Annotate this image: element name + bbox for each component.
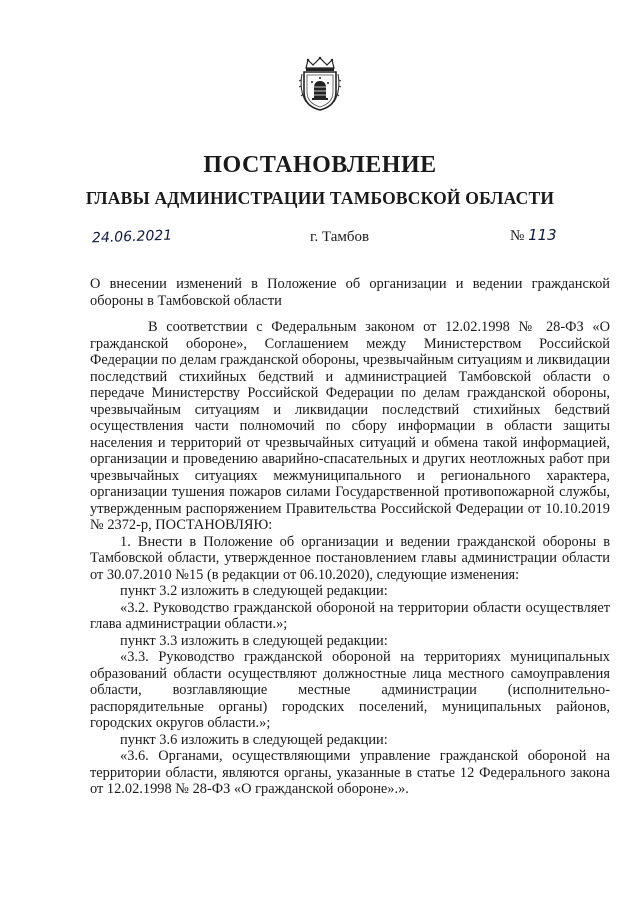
number-label: № [510, 228, 525, 244]
document-city: г. Тамбов [310, 229, 370, 245]
paragraph: «3.6. Органами, осуществляющими управление гражданской обороной на территории области, являются органы, указанные в статье 12 Федерального закона от 12.02.1998 № 28-ФЗ «О гражданской обороне».». [90, 748, 610, 797]
document-number [510, 226, 557, 245]
paragraph: «3.3. Руководство гражданской обороной на территориях муниципальных образований области осуществляют должностные лица местного самоуправления области, возглавляющие местные администрации (исполнительно-распорядительные органы) городских поселений, муниципальных районов, городских округов области.»; [90, 649, 610, 731]
paragraph: В соответствии с Федеральным законом от 12.02.1998 № 28-ФЗ «О гражданской обороне», Соглашением между Министерством Российской Федерации по делам гражданской обороны, чрезвычайным ситуациям и ликвидации последствий стихийных бедствий и администрацией Тамбовской области о передаче Министерству Российской Федерации по делам гражданской обороны, чрезвычайным ситуациям и ликвидации последствий стихийных бедствий осуществления части полномочий по сбору информации в области защиты населения и территорий от чрезвычайных ситуаций и обмена такой информацией, организации и проведению аварийно-спасательных и других неотложных работ при чрезвычайных ситуациях межмуниципального и регионального характера, организации тушения пожаров силами Государственной противопожарной службы, утвержденным распоряжением Правительства Российской Федерации от 10.10.2019 № 2372-р, ПОСТАНОВЛЯЮ: [90, 319, 611, 533]
document-title: ПОСТАНОВЛЕНИЕ [203, 152, 437, 178]
paragraph: «3.2. Руководство гражданской обороной на территории области осуществляет глава администрации области.»; [90, 599, 610, 632]
document-body [90, 276, 610, 798]
number-value: 113 [528, 226, 557, 244]
document-subject: О внесении изменений в Положение об организации и ведении гражданской обороны в Тамбовской области [90, 276, 610, 309]
paragraph: пункт 3.3 изложить в следующей редакции: [120, 632, 388, 649]
document-date: 24.06.2021 [91, 227, 173, 247]
paragraph: 1. Внести в Положение об организации и ведении гражданской обороны в Тамбовской области, утвержденное постановлением главы администрации области от 30.07.2010 №15 (в редакции от 06.10.2020), следующие изменения: [90, 533, 610, 583]
document-subtitle: ГЛАВЫ АДМИНИСТРАЦИИ ТАМБОВСКОЙ ОБЛАСТИ [85, 188, 555, 208]
tambov-coat-of-arms-icon [298, 56, 342, 112]
paragraph: пункт 3.2 изложить в следующей редакции: [120, 583, 388, 599]
paragraph: пункт 3.6 изложить в следующей редакции: [120, 731, 388, 748]
